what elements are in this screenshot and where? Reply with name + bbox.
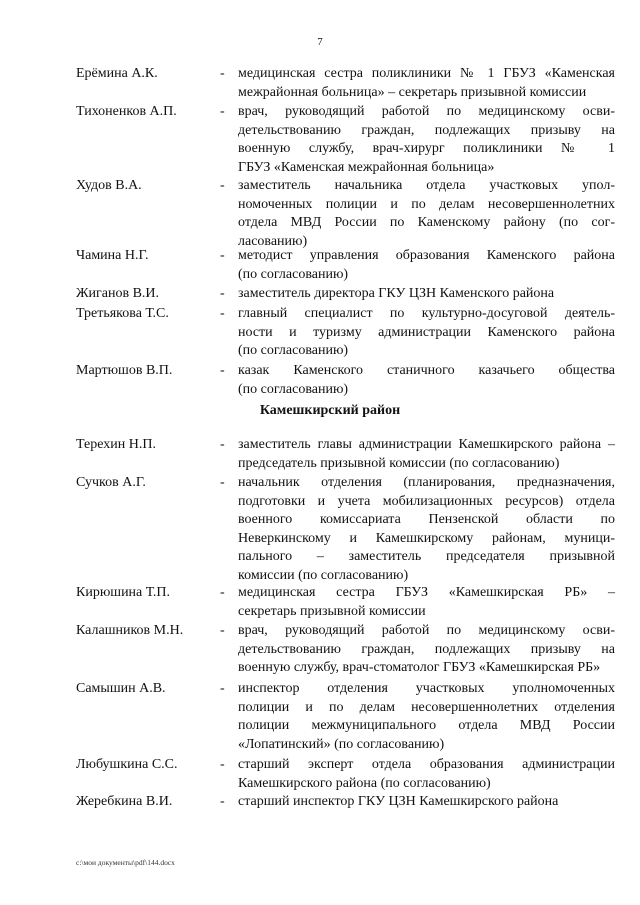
position-line: номоченных полиции и по делам несовершеннолетних [238,196,615,212]
position-line: детельствованию граждан, подлежащих призыву на [238,641,615,657]
member-position [238,247,615,284]
member-name: Чамина Н.Г. [76,248,149,263]
position-line: отдела МВД России по Каменскому району (по сог- [238,215,615,230]
member-position [238,103,615,177]
member-name: Терехин Н.П. [76,437,156,452]
position-line: военного комиссариата Пензенской области по [238,512,615,527]
member-name: Худов В.А. [76,178,142,193]
position-line: старший эксперт отдела образования администрации [238,757,615,772]
member-position [238,305,615,361]
position-line: ГБУЗ «Каменская межрайонная больница» [238,159,495,175]
dash-separator: - [220,363,225,378]
position-line: (по согласованию) [238,343,349,358]
dash-separator: - [220,585,225,600]
dash-separator: - [220,757,225,772]
position-line: врач, руководящий работой по медицинскому осви- [238,623,615,638]
position-line: секретарь призывной комиссии [238,603,426,619]
member-position [238,474,615,585]
member-position [238,362,615,399]
member-name: Калашников М.Н. [76,623,184,638]
dash-separator: - [220,475,225,490]
position-line: Неверкинскому и Камешкирскому районам, муници- [238,530,615,546]
position-line: военную службу, врач-стоматолог ГБУЗ «Камешкирская РБ» [238,660,601,675]
position-line: заместитель главы администрации Камешкирского района – [238,437,615,452]
position-line: (по согласованию) [238,381,349,397]
dash-separator: - [220,794,225,809]
position-line: медицинская сестра ГБУЗ «Камешкирская РБ» – [238,585,615,600]
position-line: старший инспектор ГКУ ЦЗН Камешкирского района [238,794,559,809]
position-line: начальник отделения (планирования, предназначения, [238,475,615,490]
dash-separator: - [220,66,225,81]
position-line: казак Каменского станичного казачьего общества [238,363,615,378]
dash-separator: - [220,306,225,321]
member-name: Кирюшина Т.П. [76,585,171,600]
member-position [238,680,615,754]
file-path-footer: с:\мои документы\pdf\144.docx [76,858,175,867]
position-line: (по согласованию) [238,266,349,282]
dash-separator: - [220,286,225,301]
position-line: военную службу, врач-хирург поликлиники № 1 [238,141,615,156]
member-position [238,65,615,102]
position-line: пального – заместитель председателя призывной [238,549,615,564]
position-line: врач, руководящий работой по медицинскому осви- [238,104,615,119]
member-position [238,756,615,793]
member-name: Сучков А.Г. [76,475,146,490]
position-line: председатель призывной комиссии (по согласованию) [238,455,560,471]
member-name: Любушкина С.С. [76,757,178,772]
member-position [238,285,615,304]
member-position [238,584,615,621]
position-line: межрайонная больница» – секретарь призывной комиссии [238,84,587,100]
position-line: подготовки и учета мобилизационных ресурсов) отдела [238,493,615,509]
member-position [238,793,615,812]
position-line: детельствованию граждан, подлежащих призыву на [238,122,615,138]
position-line: методист управления образования Каменского района [238,248,615,263]
page-number: 7 [317,36,323,48]
position-line: полиции межмуниципального отдела МВД России [238,718,615,733]
dash-separator: - [220,104,225,119]
dash-separator: - [220,623,225,638]
position-line: Камешкирского района (по согласованию) [238,775,491,791]
member-name: Жиганов В.И. [76,286,160,301]
member-position [238,177,615,251]
position-line: заместитель директора ГКУ ЦЗН Каменского района [238,286,555,301]
member-name: Самышин А.В. [76,681,166,696]
dash-separator: - [220,437,225,452]
dash-separator: - [220,178,225,193]
position-line: главный специалист по культурно-досуговой деятель- [238,306,615,321]
dash-separator: - [220,681,225,696]
section-heading-kameshkir: Камешкирский район [259,403,401,418]
member-position [238,622,615,678]
member-position [238,436,615,473]
position-line: полиции и по делам несовершеннолетних отделения [238,699,615,715]
member-name: Мартюшов В.П. [76,363,173,378]
position-line: «Лопатинский» (по согласованию) [238,736,445,752]
member-name: Ерёмина А.К. [76,66,158,81]
position-line: инспектор отделения участковых уполномоченных [238,681,615,696]
position-line: комиссии (по согласованию) [238,567,409,583]
position-line: ласованию) [238,233,308,249]
member-name: Тихоненков А.П. [76,104,177,119]
position-line: медицинская сестра поликлиники № 1 ГБУЗ «Каменская [238,66,615,81]
position-line: ности и туризму администрации Каменского района [238,324,615,340]
member-name: Жеребкина В.И. [76,794,173,809]
member-name: Третьякова Т.С. [76,306,169,321]
dash-separator: - [220,248,225,263]
position-line: заместитель начальника отдела участковых упол- [238,178,615,193]
